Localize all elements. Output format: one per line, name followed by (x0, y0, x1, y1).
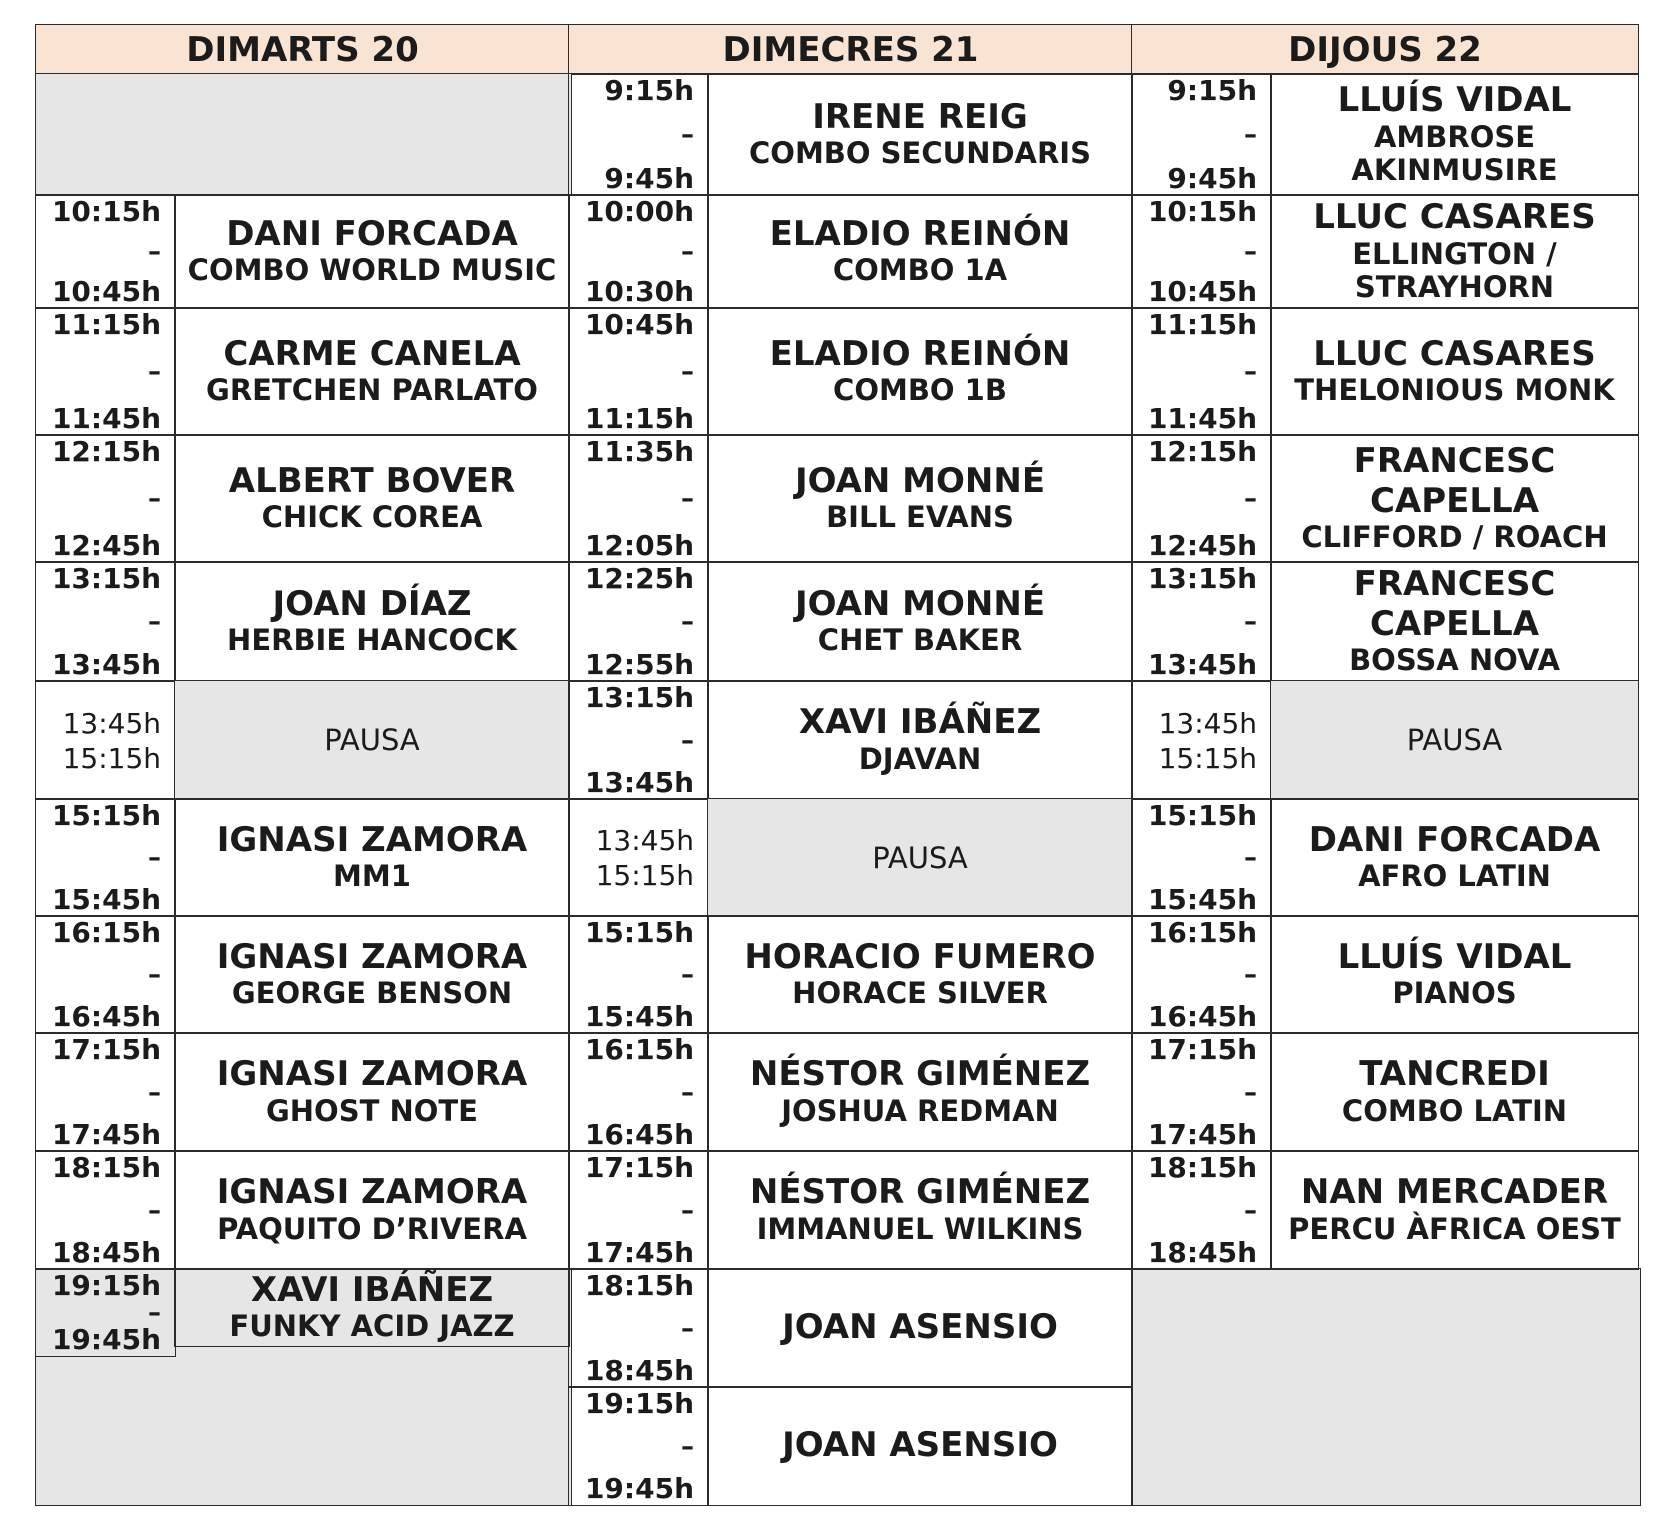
end-time: 15:45h (584, 1000, 694, 1033)
class-name: ELLINGTON / STRAYHORN (1352, 236, 1557, 305)
class-cell (707, 680, 1133, 800)
time-dash: – (681, 237, 694, 267)
time-slot (1131, 434, 1272, 563)
time-slot (568, 434, 709, 563)
start-time: 18:15h (1147, 1151, 1257, 1184)
start-time: 9:15h (604, 74, 694, 107)
start-time: 13:45h (62, 706, 161, 740)
class-name: BOSSA NOVA (1349, 643, 1560, 678)
end-time: 13:45h (584, 766, 694, 799)
time-dash: – (681, 725, 694, 756)
empty-cell (35, 73, 572, 196)
end-time: 16:45h (1147, 1000, 1257, 1033)
end-time: 15:15h (1158, 741, 1257, 775)
class-cell (174, 307, 570, 436)
teacher-name: IRENE REIG (812, 96, 1028, 137)
time-dash: – (681, 357, 694, 387)
time-slot (1131, 1032, 1272, 1152)
class-cell (174, 561, 570, 682)
teacher-name: NÉSTOR GIMÉNEZ (749, 1054, 1091, 1095)
time-dash: – (1244, 120, 1257, 150)
class-name: PIANOS (1392, 976, 1517, 1011)
start-time: 16:15h (1147, 916, 1257, 949)
class-name: PAQUITO D’RIVERA (217, 1211, 527, 1246)
start-time: 13:15h (1147, 562, 1257, 595)
end-time: 15:15h (595, 859, 694, 892)
class-cell (707, 1150, 1133, 1270)
teacher-name: JOAN DÍAZ (272, 583, 472, 624)
start-time: 10:45h (584, 308, 694, 341)
time-slot (35, 307, 176, 436)
teacher-name: LLUÍS VIDAL (1337, 80, 1572, 121)
end-time: 17:45h (1147, 1118, 1257, 1151)
time-dash: – (1244, 607, 1257, 637)
teacher-name: ELADIO REINÓN (769, 333, 1071, 374)
day-header-tuesday: DIMARTS 20 (35, 24, 570, 75)
class-cell (707, 561, 1133, 682)
start-time: 16:15h (584, 1033, 694, 1066)
time-slot (1131, 1150, 1272, 1270)
time-dash: – (681, 120, 694, 150)
time-dash: – (1244, 1077, 1257, 1108)
pause-cell (707, 798, 1133, 917)
time-dash: – (681, 1313, 694, 1344)
end-time: 16:45h (584, 1118, 694, 1151)
day-header-wednesday: DIMECRES 21 (568, 24, 1133, 75)
time-dash: – (1244, 1195, 1257, 1226)
start-time: 11:15h (51, 308, 161, 341)
end-time: 19:45h (584, 1472, 694, 1505)
class-name: GHOST NOTE (265, 1093, 478, 1128)
time-dash: – (681, 607, 694, 637)
start-time: 10:15h (1147, 195, 1257, 228)
start-time: 13:15h (584, 681, 694, 714)
time-slot (35, 680, 176, 800)
class-name: AFRO LATIN (1358, 859, 1551, 894)
teacher-name: IGNASI ZAMORA (216, 936, 528, 977)
time-slot (568, 194, 709, 309)
start-time: 12:15h (1147, 435, 1257, 468)
pause-cell (174, 680, 570, 800)
pause-label: PAUSA (1406, 723, 1503, 757)
start-time: 13:45h (1158, 706, 1257, 740)
teacher-name: NÉSTOR GIMÉNEZ (749, 1172, 1091, 1213)
time-slot (1131, 307, 1272, 436)
time-dash: – (681, 960, 694, 990)
class-name: COMBO 1A (832, 253, 1008, 288)
class-name: MM1 (333, 859, 411, 894)
start-time: 17:15h (51, 1033, 161, 1066)
start-time: 12:25h (584, 562, 694, 595)
time-dash: – (148, 960, 161, 990)
end-time: 11:15h (584, 402, 694, 435)
class-cell (1270, 561, 1639, 682)
time-dash: – (1244, 237, 1257, 267)
end-time: 18:45h (1147, 1236, 1257, 1269)
time-slot (35, 1150, 176, 1270)
start-time: 17:15h (1147, 1033, 1257, 1066)
schedule-table (35, 24, 1639, 1504)
class-name: CLIFFORD / ROACH (1301, 520, 1608, 555)
time-slot (568, 1386, 709, 1506)
time-dash: – (1244, 357, 1257, 387)
class-name: BILL EVANS (826, 500, 1014, 535)
time-slot (1131, 561, 1272, 682)
end-time: 15:15h (62, 741, 161, 775)
pause-cell (1270, 680, 1639, 800)
time-slot (568, 798, 709, 917)
time-dash: – (148, 357, 161, 387)
end-time: 17:45h (584, 1236, 694, 1269)
start-time: 19:15h (584, 1387, 694, 1420)
end-time: 18:45h (51, 1236, 161, 1269)
time-slot (35, 798, 176, 917)
time-dash: – (148, 237, 161, 267)
time-slot (1131, 915, 1272, 1034)
teacher-name: TANCREDI (1359, 1054, 1550, 1095)
end-time: 15:45h (1147, 883, 1257, 916)
time-dash: – (681, 1195, 694, 1226)
start-time: 9:15h (1167, 74, 1257, 107)
class-name: CHICK COREA (261, 500, 483, 535)
time-slot (35, 1032, 176, 1152)
time-slot (568, 1150, 709, 1270)
time-slot (35, 434, 176, 563)
end-time: 13:45h (51, 648, 161, 681)
start-time: 13:15h (51, 562, 161, 595)
class-name: IMMANUEL WILKINS (756, 1211, 1084, 1246)
end-time: 15:45h (51, 883, 161, 916)
pause-label: PAUSA (872, 840, 968, 875)
class-name: JOSHUA REDMAN (781, 1093, 1059, 1128)
start-time: 13:45h (595, 824, 694, 857)
class-cell (174, 434, 570, 563)
start-time: 18:15h (584, 1269, 694, 1302)
class-cell (707, 1032, 1133, 1152)
end-time: 10:45h (51, 275, 161, 308)
teacher-name: XAVI IBÁÑEZ (250, 1270, 494, 1310)
teacher-name: IGNASI ZAMORA (216, 1054, 528, 1095)
time-dash: – (148, 607, 161, 637)
time-slot (35, 194, 176, 309)
time-slot (568, 680, 709, 800)
teacher-name: FRANCESC CAPELLA (1353, 441, 1556, 521)
end-time: 9:45h (1167, 162, 1257, 195)
time-dash: – (148, 1298, 161, 1328)
start-time: 12:15h (51, 435, 161, 468)
class-cell (1270, 1150, 1639, 1270)
time-slot (35, 915, 176, 1034)
class-cell (174, 1150, 570, 1270)
class-cell (707, 307, 1133, 436)
teacher-name: JOAN ASENSIO (782, 1425, 1058, 1466)
start-time: 10:15h (51, 195, 161, 228)
time-dash: – (1244, 484, 1257, 514)
time-slot (1131, 194, 1272, 309)
end-time: 12:55h (584, 648, 694, 681)
class-name: COMBO 1B (833, 373, 1007, 408)
class-cell (707, 194, 1133, 309)
class-name: FUNKY ACID JAZZ (229, 1309, 515, 1344)
start-time: 11:35h (584, 435, 694, 468)
start-time: 18:15h (51, 1151, 161, 1184)
start-time: 15:15h (1147, 799, 1257, 832)
class-cell (707, 1386, 1133, 1506)
empty-cell (1131, 1268, 1641, 1506)
start-time: 15:15h (51, 799, 161, 832)
class-cell (174, 1268, 570, 1347)
end-time: 17:45h (51, 1118, 161, 1151)
class-cell (1270, 915, 1639, 1034)
end-time: 12:45h (51, 529, 161, 562)
teacher-name: NAN MERCADER (1300, 1172, 1609, 1213)
end-time: 11:45h (1147, 402, 1257, 435)
class-cell (1270, 73, 1639, 196)
time-dash: – (681, 484, 694, 514)
class-name: CHET BAKER (817, 623, 1023, 658)
time-slot (35, 561, 176, 682)
class-name: HERBIE HANCOCK (227, 623, 517, 658)
time-slot (568, 1032, 709, 1152)
class-cell (174, 915, 570, 1034)
teacher-name: DANI FORCADA (1308, 819, 1601, 860)
class-name: HORACE SILVER (792, 976, 1048, 1011)
end-time: 12:45h (1147, 529, 1257, 562)
teacher-name: HORACIO FUMERO (744, 936, 1096, 977)
teacher-name: XAVI IBÁÑEZ (798, 702, 1042, 743)
time-dash: – (148, 1077, 161, 1108)
class-cell (174, 798, 570, 917)
class-cell (707, 1268, 1133, 1388)
end-time: 10:30h (584, 275, 694, 308)
teacher-name: DANI FORCADA (226, 213, 518, 254)
time-dash: – (1244, 843, 1257, 873)
teacher-name: LLUÍS VIDAL (1337, 936, 1572, 977)
teacher-name: FRANCESC CAPELLA (1353, 564, 1556, 644)
end-time: 10:45h (1147, 275, 1257, 308)
time-dash: – (681, 1077, 694, 1108)
time-dash: – (681, 1431, 694, 1462)
teacher-name: CARME CANELA (223, 333, 521, 374)
teacher-name: JOAN MONNÉ (794, 460, 1046, 501)
teacher-name: ALBERT BOVER (228, 460, 516, 501)
time-slot (568, 73, 709, 196)
start-time: 11:15h (1147, 308, 1257, 341)
start-time: 10:00h (584, 195, 694, 228)
class-cell (707, 915, 1133, 1034)
time-dash: – (148, 1195, 161, 1226)
class-cell (174, 1032, 570, 1152)
class-cell (174, 194, 570, 309)
end-time: 13:45h (1147, 648, 1257, 681)
teacher-name: LLUC CASARES (1313, 333, 1596, 374)
end-time: 11:45h (51, 402, 161, 435)
time-slot (1131, 73, 1272, 196)
teacher-name: ELADIO REINÓN (769, 213, 1071, 254)
class-name: GEORGE BENSON (231, 976, 513, 1011)
class-cell (1270, 434, 1639, 563)
start-time: 19:15h (51, 1269, 161, 1302)
time-slot (568, 1268, 709, 1388)
time-slot (1131, 680, 1272, 800)
end-time: 12:05h (584, 529, 694, 562)
class-cell (1270, 798, 1639, 917)
class-cell (1270, 1032, 1639, 1152)
class-cell (707, 73, 1133, 196)
time-slot (1131, 798, 1272, 917)
end-time: 9:45h (604, 162, 694, 195)
teacher-name: JOAN MONNÉ (794, 583, 1046, 624)
end-time: 18:45h (584, 1354, 694, 1387)
time-dash: – (148, 843, 161, 873)
class-name: DJAVAN (858, 741, 982, 776)
class-name: COMBO LATIN (1341, 1093, 1568, 1128)
time-dash: – (1244, 960, 1257, 990)
class-cell (1270, 194, 1639, 309)
start-time: 15:15h (584, 916, 694, 949)
start-time: 16:15h (51, 916, 161, 949)
class-name: PERCU ÀFRICA OEST (1288, 1211, 1621, 1246)
end-time: 19:45h (51, 1323, 161, 1356)
teacher-name: IGNASI ZAMORA (216, 819, 528, 860)
class-name: AMBROSE AKINMUSIRE (1351, 119, 1558, 188)
teacher-name: JOAN ASENSIO (782, 1307, 1058, 1348)
teacher-name: LLUC CASARES (1313, 197, 1596, 238)
class-name: THELONIOUS MONK (1294, 373, 1615, 408)
class-name: GRETCHEN PARLATO (206, 373, 538, 408)
time-slot (568, 915, 709, 1034)
time-slot (35, 1268, 176, 1357)
class-cell (1270, 307, 1639, 436)
teacher-name: IGNASI ZAMORA (216, 1172, 528, 1213)
class-name: COMBO SECUNDARIS (749, 136, 1091, 171)
time-slot (568, 561, 709, 682)
start-time: 17:15h (584, 1151, 694, 1184)
class-cell (707, 434, 1133, 563)
time-dash: – (148, 484, 161, 514)
class-name: COMBO WORLD MUSIC (187, 253, 557, 288)
end-time: 16:45h (51, 1000, 161, 1033)
time-slot (568, 307, 709, 436)
day-header-thursday: DIJOUS 22 (1131, 24, 1639, 75)
pause-label: PAUSA (324, 723, 420, 757)
